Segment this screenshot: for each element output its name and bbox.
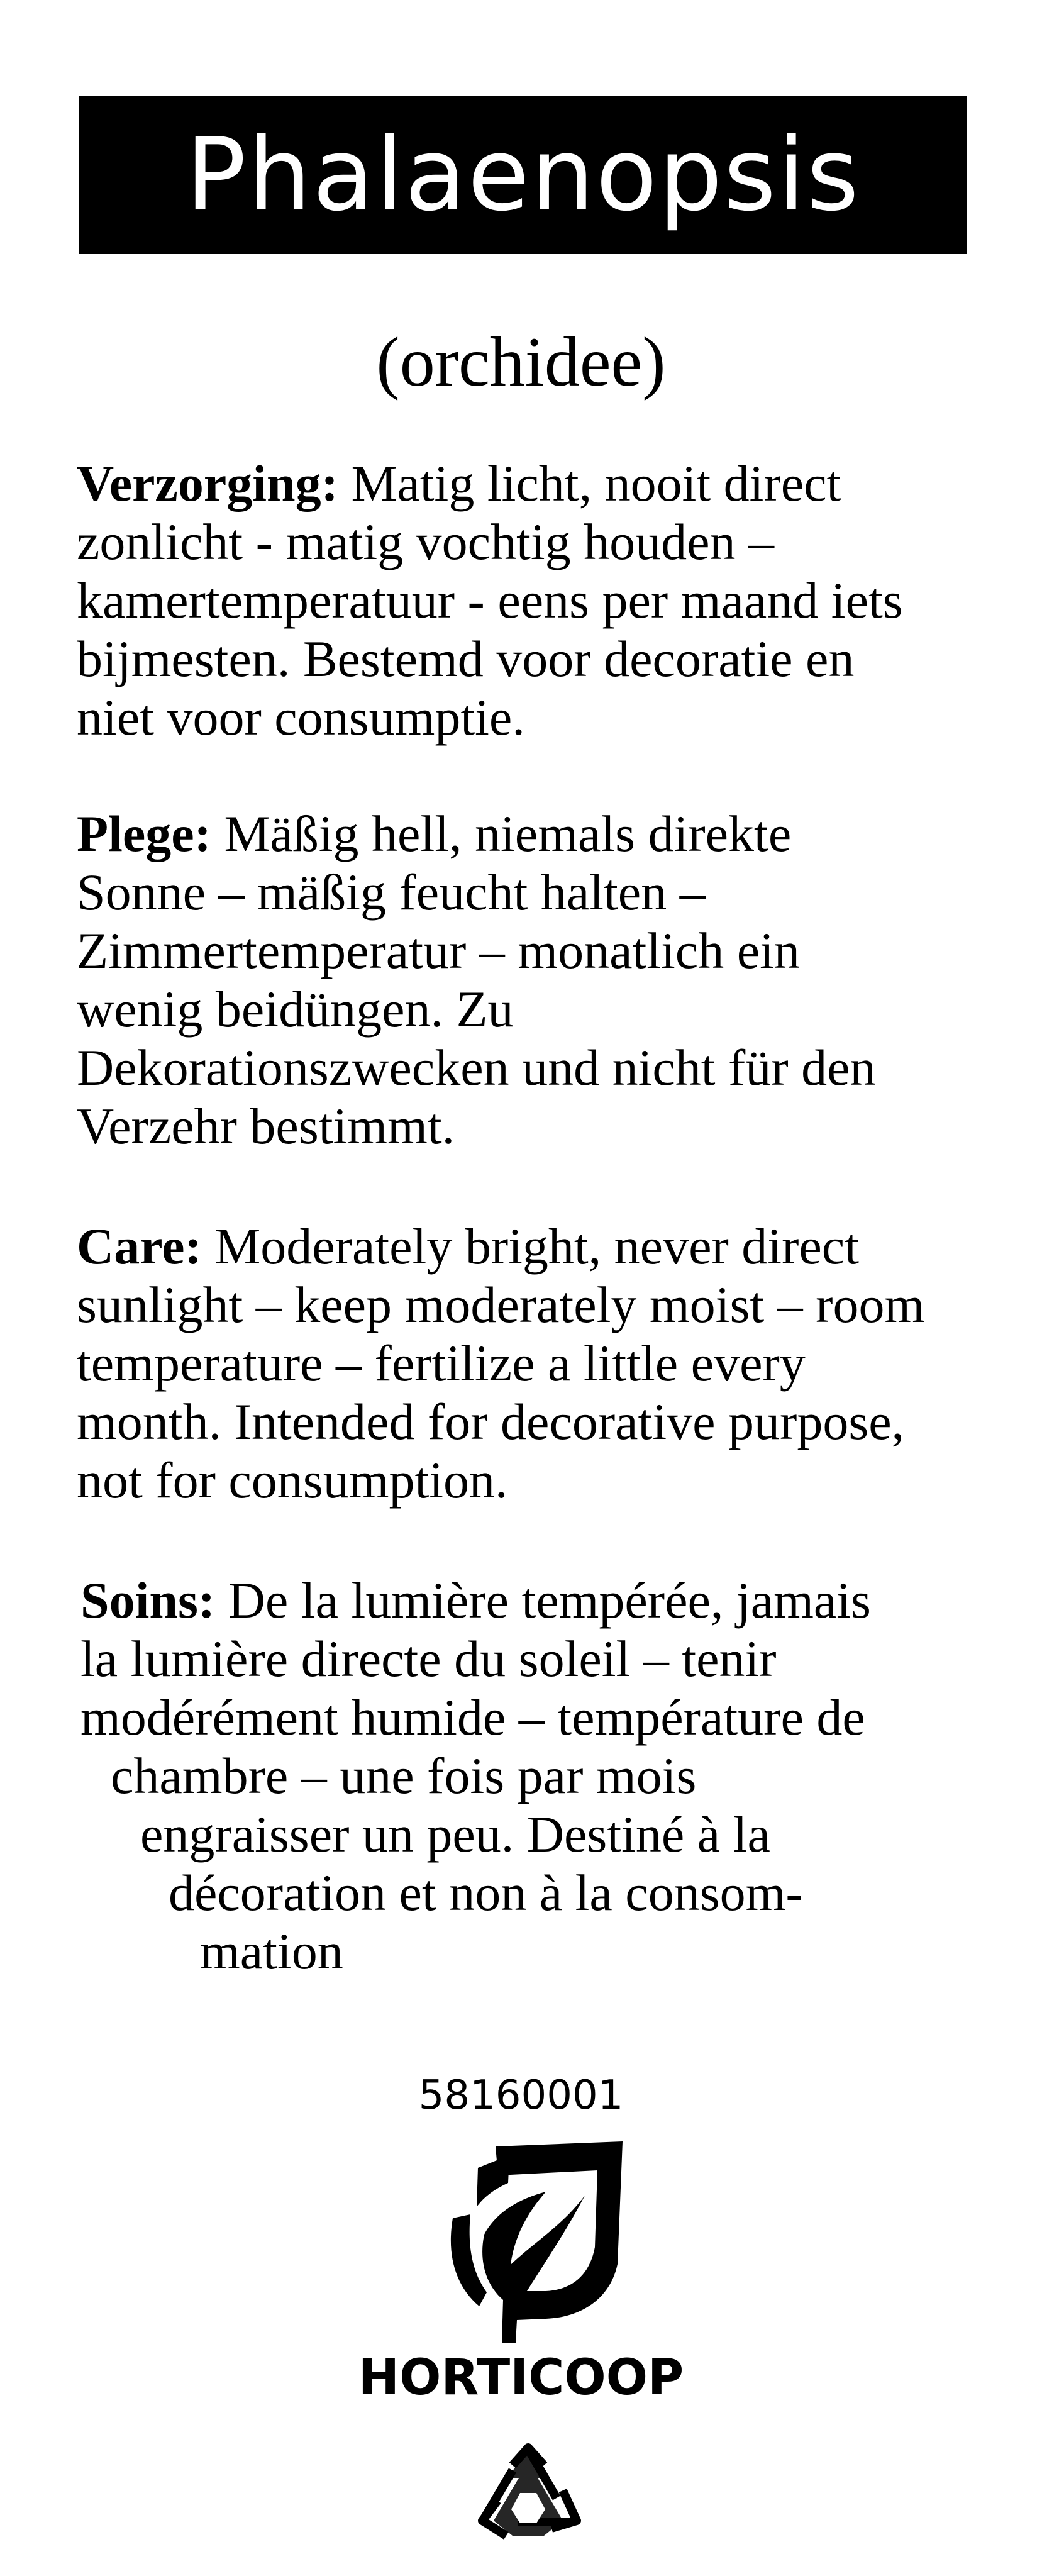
section-line: zonlicht - matig vochtig houden – [77, 513, 775, 570]
care-section-german [77, 804, 876, 1155]
section-line [77, 804, 876, 863]
section-line: la lumière directe du soleil – tenir [80, 1630, 777, 1687]
subtitle: (orchidee) [376, 323, 666, 401]
section-line: temperature – fertilize a little every [77, 1335, 806, 1392]
care-section-english [77, 1217, 924, 1509]
section-line: bijmesten. Bestemd voor decoratie en [77, 630, 855, 687]
section-line [77, 454, 903, 513]
section-line: engraisser un peu. Destiné à la [140, 1806, 770, 1863]
section-line: not for consumption. [77, 1452, 508, 1509]
section-line: wenig beidüngen. Zu [77, 980, 514, 1038]
section-label: Plege: [77, 805, 211, 862]
section-text: Matig licht, nooit direct [338, 455, 841, 512]
section-line: Verzehr bestimmt. [77, 1097, 455, 1155]
section-line: Dekorationszwecken und nicht für den [77, 1039, 876, 1096]
section-text: De la lumière tempérée, jamais [215, 1572, 871, 1629]
section-text: Moderately bright, never direct [201, 1218, 859, 1275]
section-line [80, 1571, 871, 1629]
horticoop-leaf-logo-icon [440, 2135, 629, 2343]
brand-name: HORTICOOP [358, 2350, 684, 2406]
section-line: modérément humide – température de [80, 1689, 865, 1746]
section-line: niet voor consumptie. [77, 689, 525, 746]
section-line [77, 1217, 924, 1275]
section-text: Mäßig hell, niemals direkte [211, 805, 792, 862]
title-banner [79, 96, 967, 254]
care-section-french [80, 1571, 871, 1980]
section-line: kamertemperatuur - eens per maand iets [77, 572, 903, 629]
section-line: chambre – une fois par mois [111, 1747, 697, 1804]
section-label: Soins: [80, 1572, 216, 1629]
page-title: Phalaenopsis [186, 116, 860, 233]
section-line: décoration et non à la consom- [169, 1864, 803, 1921]
section-line: month. Intended for decorative purpose, [77, 1393, 905, 1450]
section-line: sunlight – keep moderately moist – room [77, 1276, 925, 1333]
section-line: Sonne – mäßig feucht halten – [77, 863, 706, 921]
section-line: Zimmertemperatur – monatlich ein [77, 922, 800, 979]
section-line: mation [200, 1923, 343, 1980]
recycle-icon [468, 2440, 588, 2553]
article-code: 58160001 [418, 2072, 624, 2119]
section-label: Verzorging: [77, 455, 338, 512]
care-section-dutch [77, 454, 903, 747]
section-label: Care: [77, 1218, 202, 1275]
